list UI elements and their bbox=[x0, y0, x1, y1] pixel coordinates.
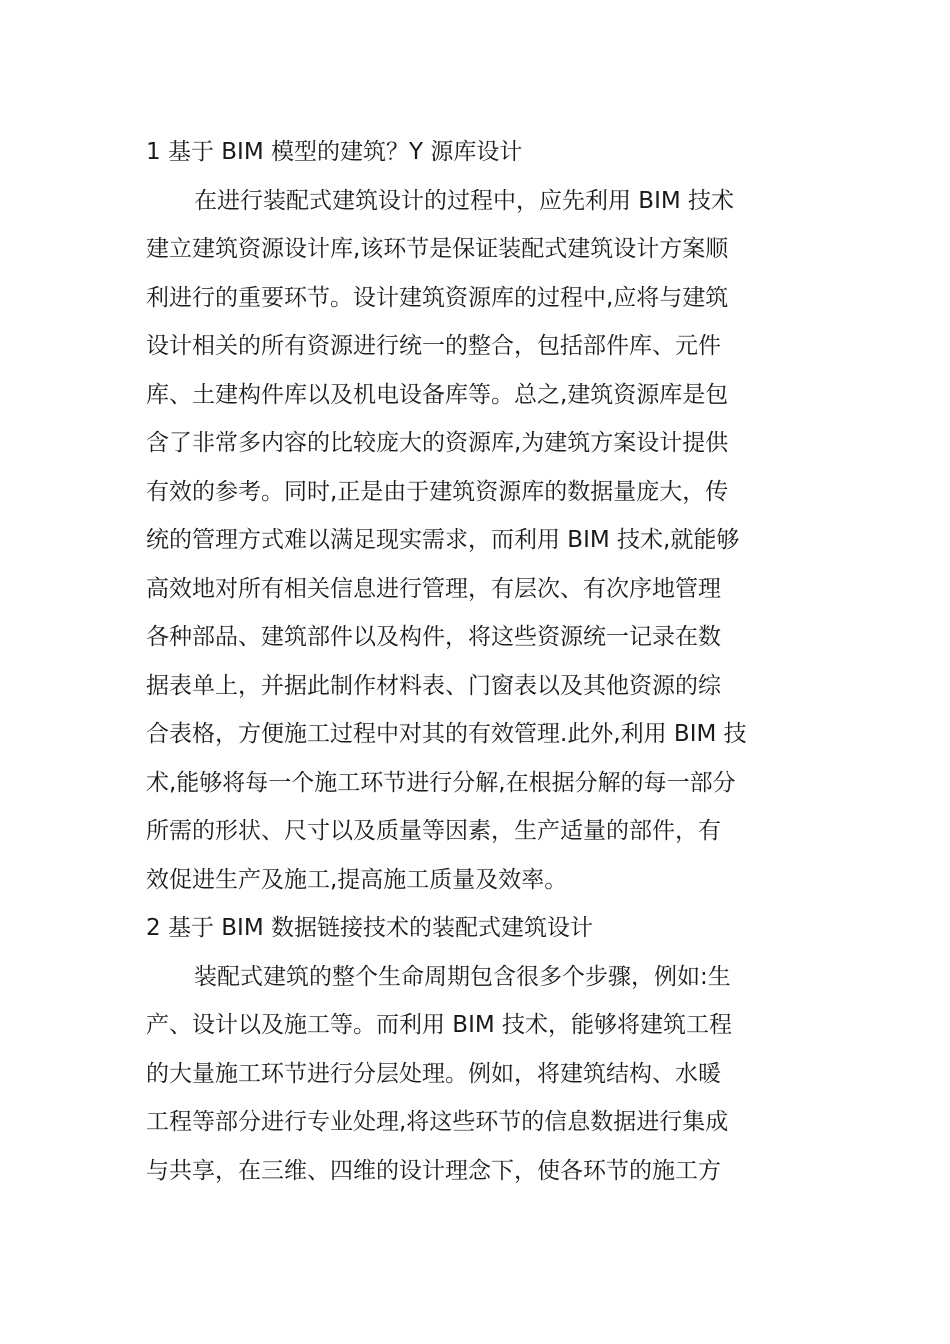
section-1-heading: 1 基于 BIM 模型的建筑？Y 源库设计 bbox=[146, 139, 523, 165]
paragraph-line: 效促进生产及施工,提高施工质量及效率。 bbox=[146, 866, 568, 893]
paragraph-line: 所需的形状、尺寸以及质量等因素，生产适量的部件，有 bbox=[146, 818, 721, 844]
paragraph-line: 合表格，方便施工过程中对其的有效管理.此外,利用 BIM 技 bbox=[146, 721, 747, 747]
paragraph-line: 利进行的重要环节。设计建筑资源库的过程中,应将与建筑 bbox=[146, 284, 729, 311]
paragraph-line: 据表单上，并据此制作材料表、门窗表以及其他资源的综 bbox=[146, 672, 721, 699]
section-1-paragraph bbox=[146, 177, 806, 905]
paragraph-line: 统的管理方式难以满足现实需求，而利用 BIM 技术,就能够 bbox=[146, 527, 740, 553]
document-body bbox=[146, 128, 806, 1195]
paragraph-line: 各种部品、建筑部件以及构件，将这些资源统一记录在数 bbox=[146, 624, 721, 650]
paragraph-line: 高效地对所有相关信息进行管理，有层次、有次序地管理 bbox=[146, 575, 721, 602]
paragraph-line: 含了非常多内容的比较庞大的资源库,为建筑方案设计提供 bbox=[146, 430, 729, 456]
paragraph-line: 产、设计以及施工等。而利用 BIM 技术，能够将建筑工程 bbox=[146, 1012, 733, 1038]
paragraph-line: 库、土建构件库以及机电设备库等。总之,建筑资源库是包 bbox=[146, 381, 729, 408]
paragraph-line: 的大量施工环节进行分层处理。例如，将建筑结构、水暖 bbox=[146, 1060, 721, 1087]
paragraph-line: 术,能够将每一个施工环节进行分解,在根据分解的每一部分 bbox=[146, 769, 736, 796]
paragraph-line: 在进行装配式建筑设计的过程中，应先利用 BIM 技术 bbox=[194, 187, 735, 214]
section-2-paragraph bbox=[146, 953, 806, 1196]
paragraph-line: 有效的参考。同时,正是由于建筑资源库的数据量庞大，传 bbox=[146, 478, 729, 505]
paragraph-line: 设计相关的所有资源进行统一的整合，包括部件库、元件 bbox=[146, 333, 721, 359]
paragraph-line: 工程等部分进行专业处理,将这些环节的信息数据进行集成 bbox=[146, 1109, 729, 1135]
section-2-heading: 2 基于 BIM 数据链接技术的装配式建筑设计 bbox=[146, 915, 593, 941]
paragraph-line: 与共享，在三维、四维的设计理念下，使各环节的施工方 bbox=[146, 1157, 721, 1184]
paragraph-line: 建立建筑资源设计库,该环节是保证装配式建筑设计方案顺 bbox=[146, 236, 729, 262]
paragraph-line: 装配式建筑的整个生命周期包含很多个步骤，例如:生 bbox=[194, 963, 731, 990]
